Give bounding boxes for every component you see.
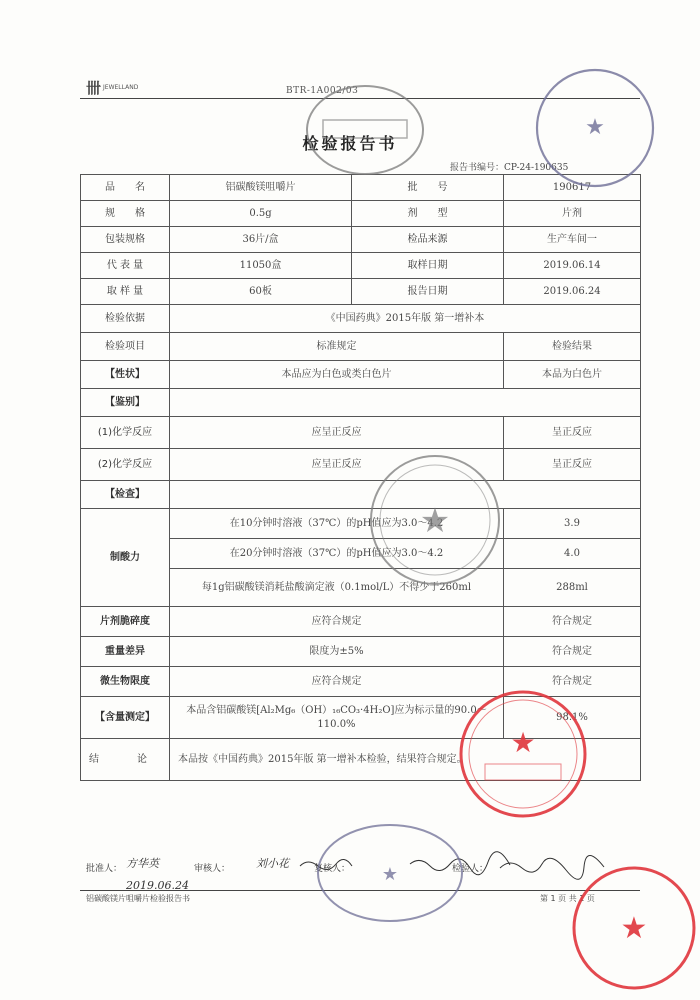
info-value: 0.5g [170,201,352,227]
antacid-result: 288ml [504,569,641,607]
footer-document-name: 铝碳酸镁片咀嚼片检验报告书 [86,894,190,903]
identification-item: (1)化学反应 [81,417,170,449]
svg-text:★: ★ [419,501,451,541]
info-label: 检品来源 [352,227,504,253]
quality-stamp-red-bottom-right [568,862,698,992]
column-header-standard: 标准规定 [170,333,504,361]
document-code: BTR-1A002/03 [286,86,359,96]
inspection-label: 【检查】 [81,481,170,509]
column-header-item: 检验项目 [81,333,170,361]
microbial-result: 符合规定 [504,667,641,697]
info-row [81,279,641,305]
info-value: 2019.06.24 [504,279,641,305]
inspection-stamp-top-left [305,80,425,200]
antacid-standard: 每1g铝碳酸镁消耗盐酸滴定液（0.1mol/L）不得少于260ml [170,569,504,607]
identification-label: 【鉴别】 [81,389,170,417]
info-value: 铝碳酸镁咀嚼片 [170,175,352,201]
antacid-result: 3.9 [504,509,641,539]
info-value: 生产车间一 [504,227,641,253]
info-value: 60板 [170,279,352,305]
identification-item: (2)化学反应 [81,449,170,481]
assay-standard: 本品含铝碳酸镁[Al₂Mg₆（OH）₁₆CO₃·4H₂O]应为标示量的90.0～110.0% [170,697,504,739]
weight-variation-label: 重量差异 [81,637,170,667]
column-header-result: 检验结果 [504,333,641,361]
antacid-standard: 在10分钟时溶液（37℃）的pH值应为3.0～4.2 [170,509,504,539]
assay-label: 【含量测定】 [81,697,170,739]
inspection-header-row [81,481,641,509]
character-label: 【性状】 [81,361,170,389]
antacid-standard: 在20分钟时溶液（37℃）的pH值应为3.0～4.2 [170,539,504,569]
friability-result: 符合规定 [504,607,641,637]
basis-value: 《中国药典》2015年版 第一增补本 [170,305,641,333]
svg-text:★: ★ [381,864,399,885]
info-label: 剂 型 [352,201,504,227]
weight-variation-standard: 限度为±5% [170,637,504,667]
assay-result: 98.1% [504,697,641,739]
approver-signature: 方华英 [126,857,159,870]
info-value: 190617 [504,175,641,201]
character-standard: 本品应为白色或类白色片 [170,361,504,389]
column-header-row [81,333,641,361]
antacid-label: 制酸力 [81,509,170,607]
info-row [81,253,641,279]
identification-header-row [81,389,641,417]
info-label: 品 名 [81,175,170,201]
info-label: 取 样 量 [81,279,170,305]
svg-text:★: ★ [510,726,536,759]
basis-row [81,305,641,333]
svg-text:★: ★ [585,115,605,140]
info-label: 规 格 [81,201,170,227]
identification-result: 呈正反应 [504,449,641,481]
info-row [81,201,641,227]
identification-row [81,449,641,481]
microbial-label: 微生物限度 [81,667,170,697]
identification-result: 呈正反应 [504,417,641,449]
character-row [81,361,641,389]
reviewer-signature: 刘小花 [256,857,289,870]
friability-row [81,607,641,637]
weight-variation-row [81,637,641,667]
quality-stamp-red-center [455,684,595,824]
company-stamp-top-right [520,66,670,196]
identification-standard: 应呈正反应 [170,417,504,449]
antacid-row [81,509,641,539]
company-stamp-bottom-center [310,818,470,928]
identification-row [81,417,641,449]
friability-label: 片剂脆碎度 [81,607,170,637]
weight-variation-result: 符合规定 [504,637,641,667]
footer-page-number: 第 1 页 共 1 页 [540,894,595,903]
info-value: 2019.06.14 [504,253,641,279]
info-value: 11050盒 [170,253,352,279]
conclusion-value: 本品按《中国药典》2015年版 第一增补本检验，结果符合规定。 [170,739,641,781]
reviewer-label: 审核人： [194,864,231,874]
info-row [81,227,641,253]
logo-mark-icon: 卌 [86,79,101,97]
company-logo [86,77,138,98]
info-label: 报告日期 [352,279,504,305]
info-label: 批 号 [352,175,504,201]
info-value: 片剂 [504,201,641,227]
inspector-label: 检验人： [452,864,489,874]
approval-date: 2019.06.24 [126,879,189,892]
microbial-standard: 应符合规定 [170,667,504,697]
info-label: 代 表 量 [81,253,170,279]
report-stamp-middle [365,450,505,590]
info-label: 取样日期 [352,253,504,279]
friability-standard: 应符合规定 [170,607,504,637]
antacid-result: 4.0 [504,539,641,569]
character-result: 本品为白色片 [504,361,641,389]
approver-label: 批准人： [86,864,123,874]
report-number: 报告书编号：CP-24-190635 [450,163,569,173]
conclusion-label: 结 论 [81,739,170,781]
info-label: 包装规格 [81,227,170,253]
svg-text:★: ★ [620,911,648,946]
identification-standard: 应呈正反应 [170,449,504,481]
checker-label: 复核人： [314,864,351,874]
basis-label: 检验依据 [81,305,170,333]
info-value: 36片/盒 [170,227,352,253]
logo-text: JEWELLAND [103,84,139,91]
page-title: 检验报告书 [302,134,398,153]
